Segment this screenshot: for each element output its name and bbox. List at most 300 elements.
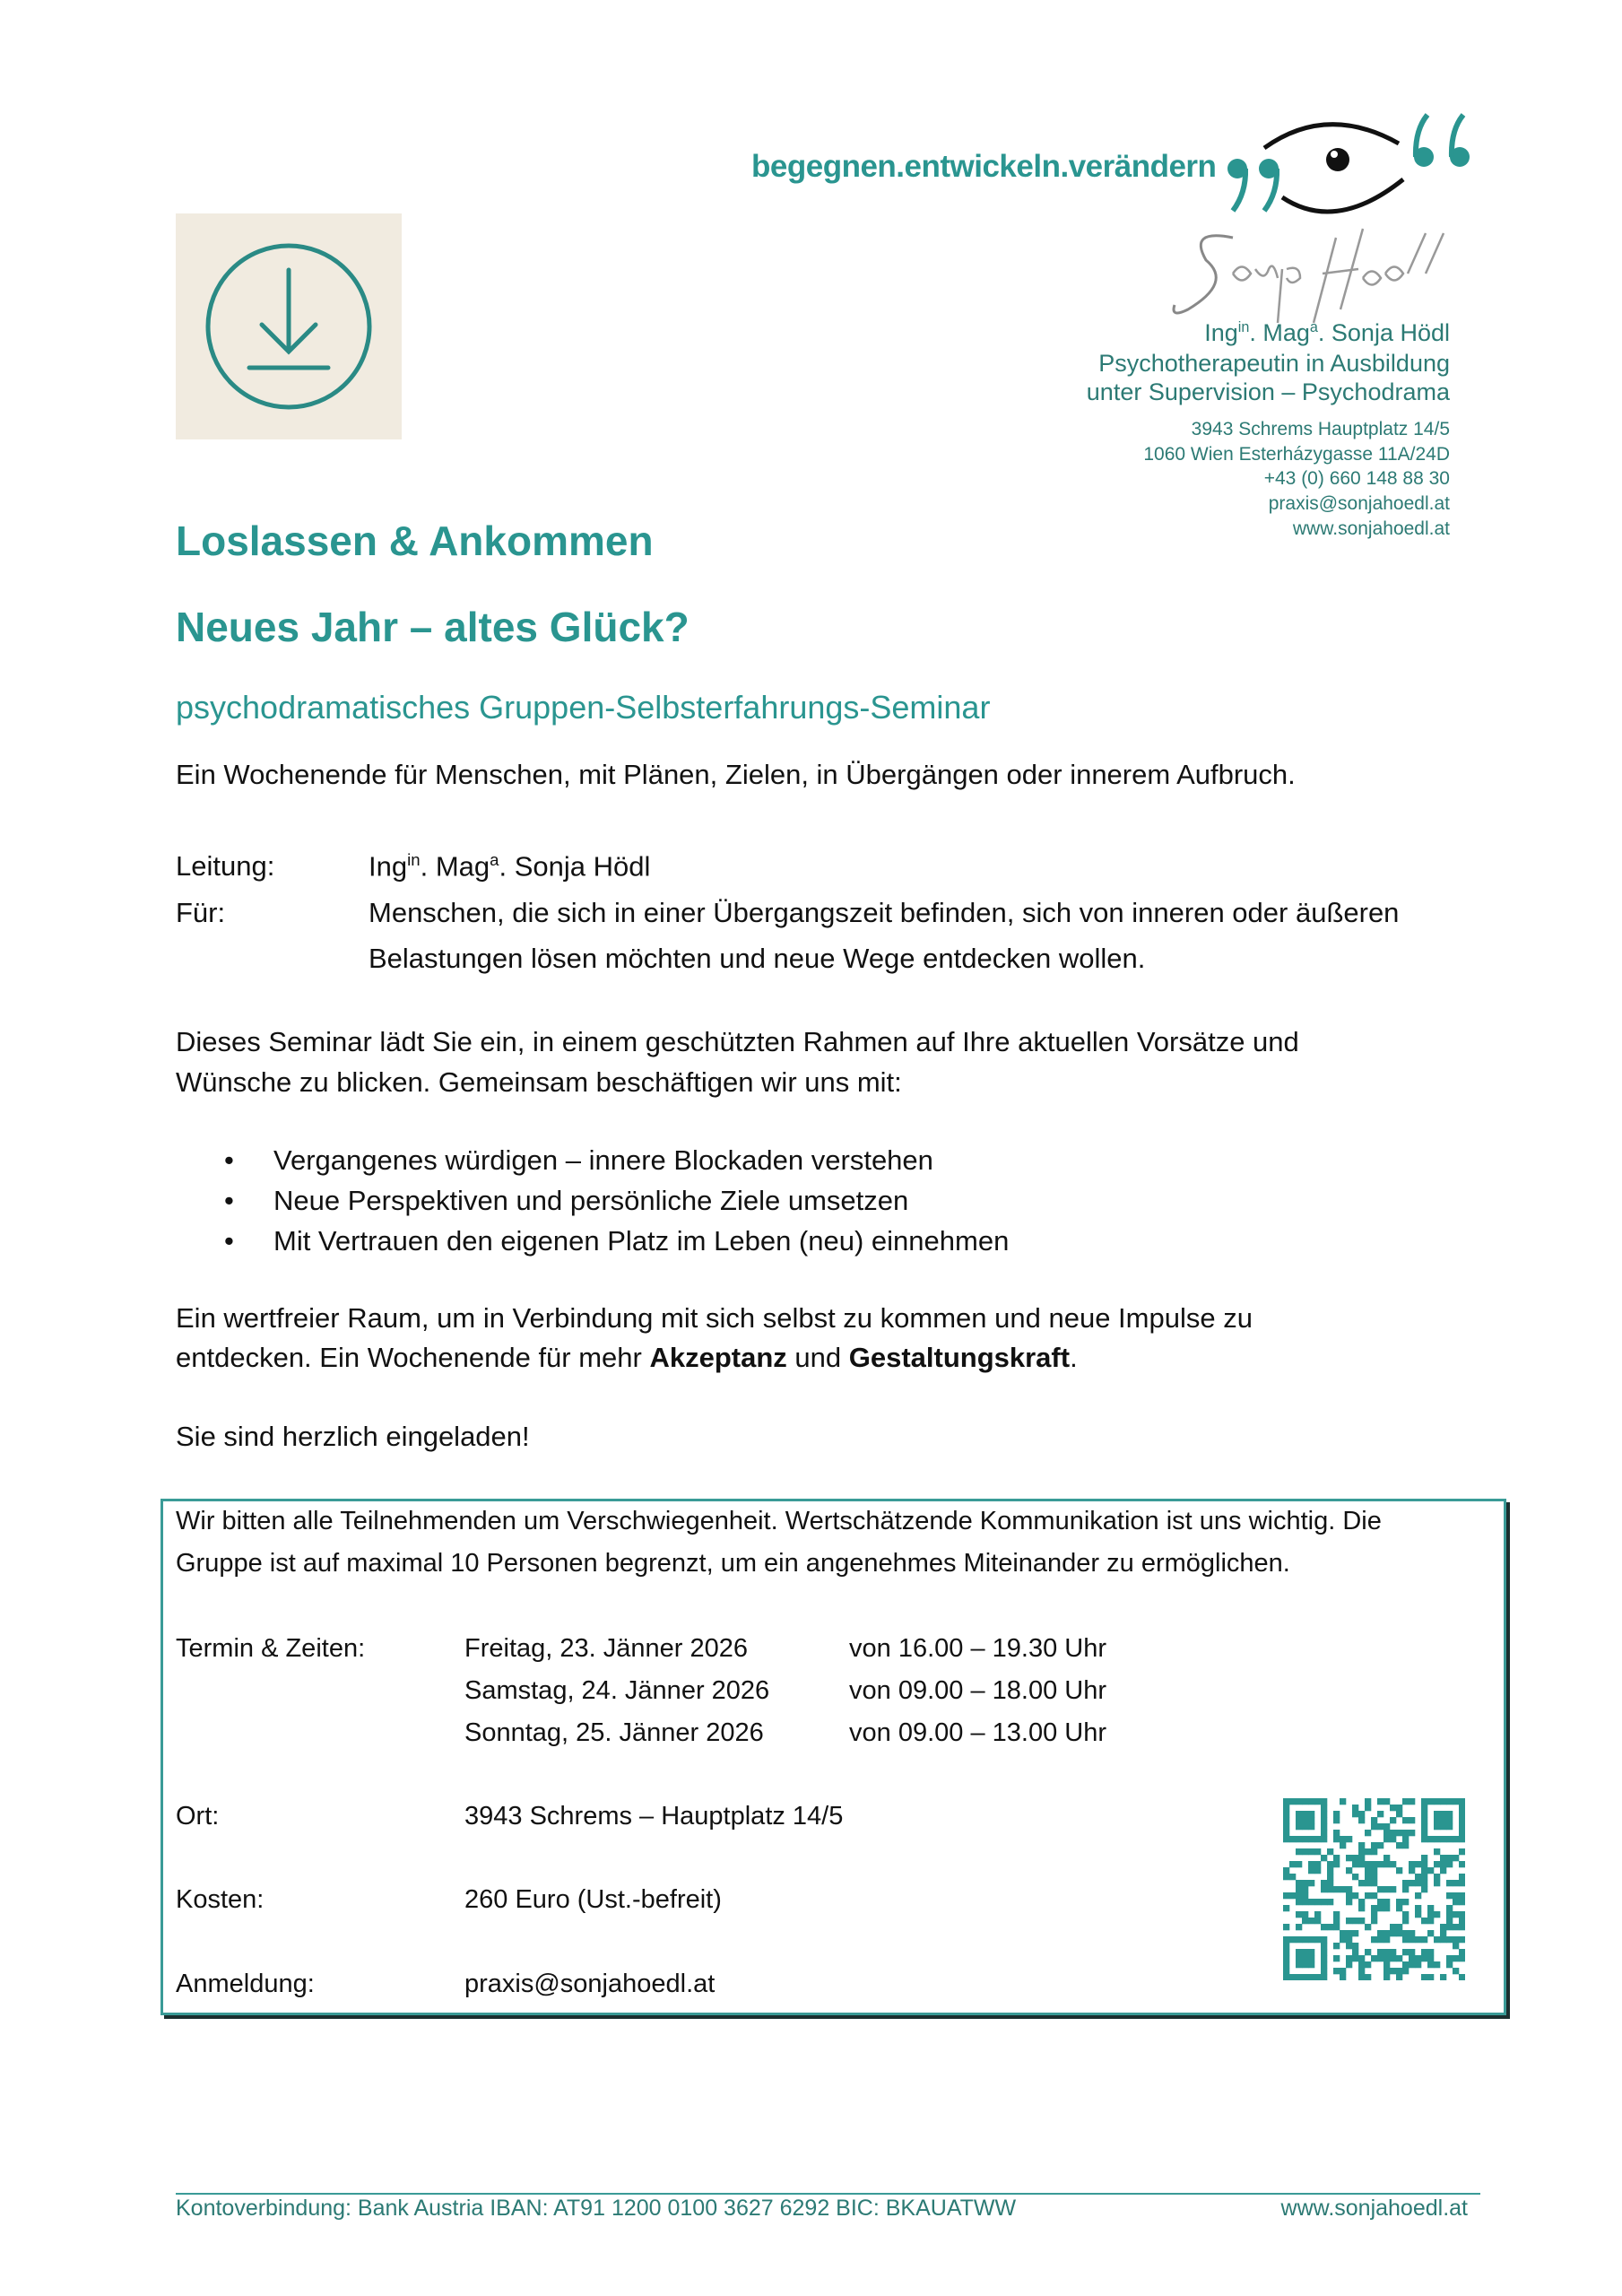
qr-module (1402, 1911, 1409, 1918)
qr-module (1434, 1936, 1440, 1943)
qr-module (1402, 1968, 1409, 1974)
qr-module (1321, 1899, 1327, 1905)
leitung-value: Ing$^{in}$. Mag$^a$. Sonja Hödl (369, 850, 651, 883)
qr-module (1383, 1949, 1390, 1955)
qr-module (1346, 1867, 1352, 1874)
qr-module (1321, 1943, 1327, 1949)
qr-module (1333, 1817, 1340, 1823)
qr-module (1402, 1842, 1409, 1848)
qr-module (1421, 1798, 1427, 1805)
qr-module (1409, 1949, 1415, 1955)
footer-divider (176, 2193, 1480, 2195)
qr-module (1446, 1936, 1453, 1943)
qr-module (1383, 1886, 1390, 1892)
qr-module (1321, 1949, 1327, 1955)
qr-module (1427, 1949, 1434, 1955)
qr-module (1434, 1836, 1440, 1842)
date-time: von 09.00 – 18.00 Uhr (849, 1676, 1106, 1705)
qr-module (1446, 1924, 1453, 1930)
qr-module (1283, 1867, 1289, 1874)
qr-module (1415, 1961, 1421, 1968)
qr-module (1390, 1924, 1396, 1930)
qr-module (1321, 1936, 1327, 1943)
qr-module (1296, 1798, 1302, 1805)
qr-module (1321, 1805, 1327, 1811)
qr-module (1383, 1905, 1390, 1911)
qr-module (1377, 1798, 1383, 1805)
qr-module (1390, 1805, 1396, 1811)
qr-module (1383, 1798, 1390, 1805)
qr-module (1321, 1924, 1327, 1930)
qr-module (1446, 1918, 1453, 1924)
qr-module (1459, 1823, 1465, 1830)
qr-module (1446, 1861, 1453, 1867)
qr-module (1459, 1811, 1465, 1817)
qr-module (1283, 1874, 1289, 1880)
qr-module (1415, 1955, 1421, 1961)
qr-module (1352, 1918, 1358, 1924)
qr-module (1446, 1817, 1453, 1823)
qr-module (1296, 1861, 1302, 1867)
qr-module (1446, 1955, 1453, 1961)
bullet-icon: • (224, 1185, 234, 1216)
qr-module (1383, 1968, 1390, 1974)
qr-module (1346, 1930, 1352, 1936)
qr-module (1321, 1974, 1327, 1980)
qr-module (1289, 1874, 1296, 1880)
qr-module (1346, 1892, 1352, 1899)
qr-module (1302, 1823, 1308, 1830)
qr-module (1459, 1817, 1465, 1823)
qr-module (1302, 1961, 1308, 1968)
qr-module (1434, 1848, 1440, 1855)
qr-module (1314, 1848, 1321, 1855)
intro-text: Ein Wochenende für Menschen, mit Plänen, Zielen, in Übergängen oder innerem Aufbruch. (176, 759, 1296, 790)
kosten-value: 260 Euro (Ust.-befreit) (464, 1885, 722, 1914)
qr-module (1459, 1880, 1465, 1886)
qr-module (1446, 1798, 1453, 1805)
qr-module (1453, 1899, 1459, 1905)
tagline: begegnen.entwickeln.verändern (751, 149, 1217, 184)
qr-module (1459, 1974, 1465, 1980)
qr-module (1296, 1811, 1302, 1817)
qr-module (1446, 1823, 1453, 1830)
qr-module (1402, 1949, 1409, 1955)
qr-module (1427, 1798, 1434, 1805)
qr-module (1321, 1955, 1327, 1961)
qr-module (1321, 1830, 1327, 1836)
qr-module (1396, 1867, 1402, 1874)
qr-module (1371, 1867, 1377, 1874)
footer-website[interactable]: www.sonjahoedl.at (1280, 2196, 1468, 2221)
qr-module (1409, 1817, 1415, 1823)
qr-module (1346, 1899, 1352, 1905)
qr-module (1415, 1874, 1421, 1880)
qr-module (1346, 1886, 1352, 1892)
qr-module (1402, 1930, 1409, 1936)
qr-module (1308, 1798, 1314, 1805)
qr-module (1296, 1949, 1302, 1955)
qr-module (1352, 1943, 1358, 1949)
qr-module (1390, 1968, 1396, 1974)
qr-module (1358, 1955, 1365, 1961)
qr-module (1371, 1842, 1377, 1848)
qr-module (1352, 1955, 1358, 1961)
qr-module (1427, 1867, 1434, 1874)
qr-module (1409, 1867, 1415, 1874)
qr-module (1371, 1880, 1377, 1886)
qr-module (1365, 1949, 1371, 1955)
qr-module (1302, 1798, 1308, 1805)
qr-module (1302, 1918, 1308, 1924)
qr-module (1446, 1905, 1453, 1911)
qr-module (1296, 1836, 1302, 1842)
qr-module (1289, 1861, 1296, 1867)
qr-module (1358, 1848, 1365, 1855)
qr-module (1409, 1830, 1415, 1836)
termin-label: Termin & Zeiten: (176, 1634, 366, 1663)
qr-module (1358, 1811, 1365, 1817)
qr-module (1390, 1836, 1396, 1842)
qr-module (1459, 1805, 1465, 1811)
qr-module (1459, 1899, 1465, 1905)
qr-module (1383, 1961, 1390, 1968)
qr-module (1453, 1892, 1459, 1899)
qr-module (1289, 1936, 1296, 1943)
qr-module (1402, 1836, 1409, 1842)
qr-module (1308, 1955, 1314, 1961)
qr-module (1283, 1974, 1289, 1980)
qr-module (1415, 1905, 1421, 1911)
signature-logo (1170, 220, 1466, 327)
date-time: von 16.00 – 19.30 Uhr (849, 1634, 1106, 1663)
qr-module (1434, 1817, 1440, 1823)
qr-module (1283, 1817, 1289, 1823)
qr-module (1446, 1911, 1453, 1918)
qr-module (1314, 1861, 1321, 1867)
qr-module (1421, 1936, 1427, 1943)
qr-module (1459, 1848, 1465, 1855)
qr-module (1409, 1861, 1415, 1867)
qr-module (1302, 1880, 1308, 1886)
qr-module (1409, 1930, 1415, 1936)
qr-module (1358, 1961, 1365, 1968)
qr-module (1402, 1961, 1409, 1968)
qr-module (1396, 1924, 1402, 1930)
qr-module (1371, 1892, 1377, 1899)
qr-module (1283, 1949, 1289, 1955)
qr-module (1402, 1918, 1409, 1924)
subtitle: psychodramatisches Gruppen-Selbsterfahrungs-Seminar (176, 689, 991, 726)
qr-module (1371, 1874, 1377, 1880)
qr-module (1358, 1905, 1365, 1911)
qr-module (1346, 1918, 1352, 1924)
qr-module (1308, 1817, 1314, 1823)
qr-module (1321, 1968, 1327, 1974)
qr-module (1314, 1899, 1321, 1905)
qr-module (1421, 1855, 1427, 1861)
fuer-label: Für: (176, 897, 226, 928)
qr-module (1327, 1899, 1333, 1905)
qr-module (1283, 1798, 1289, 1805)
qr-module (1459, 1861, 1465, 1867)
qr-module (1415, 1880, 1421, 1886)
qr-module (1308, 1936, 1314, 1943)
qr-module (1421, 1949, 1427, 1955)
qr-module (1402, 1817, 1409, 1823)
bullet-icon: • (224, 1225, 234, 1257)
qr-module (1453, 1911, 1459, 1918)
qr-module (1314, 1974, 1321, 1980)
qr-module (1327, 1874, 1333, 1880)
qr-module (1396, 1805, 1402, 1811)
qr-module (1396, 1968, 1402, 1974)
qr-module (1371, 1848, 1377, 1855)
qr-module (1440, 1798, 1446, 1805)
qr-module (1396, 1930, 1402, 1936)
qr-module (1314, 1798, 1321, 1805)
qr-module (1383, 1930, 1390, 1936)
qr-module (1340, 1974, 1346, 1980)
qr-module (1296, 1886, 1302, 1892)
qr-module (1308, 1974, 1314, 1980)
qr-module (1440, 1811, 1446, 1817)
qr-module (1383, 1974, 1390, 1980)
qr-module (1459, 1836, 1465, 1842)
qr-module (1421, 1836, 1427, 1842)
qr-module (1358, 1861, 1365, 1867)
note-line-2: Gruppe ist auf maximal 10 Personen begrenzt, um ein angenehmes Miteinander zu ermöglichen. (176, 1549, 1290, 1578)
qr-module (1308, 1823, 1314, 1830)
title-primary: Loslassen & Ankommen (176, 517, 654, 564)
qr-module (1346, 1836, 1352, 1842)
qr-module (1283, 1924, 1289, 1930)
qr-module (1390, 1955, 1396, 1961)
website-link[interactable]: www.sonjahoedl.at (1292, 518, 1450, 539)
qr-module (1377, 1955, 1383, 1961)
qr-module (1415, 1861, 1421, 1867)
qr-module (1421, 1867, 1427, 1874)
anmeldung-label: Anmeldung: (176, 1970, 315, 1998)
qr-module (1446, 1961, 1453, 1968)
qr-module (1365, 1924, 1371, 1930)
qr-module (1440, 1867, 1446, 1874)
qr-module (1358, 1880, 1365, 1886)
qr-module (1340, 1842, 1346, 1848)
qr-module (1383, 1855, 1390, 1861)
qr-module (1296, 1899, 1302, 1905)
qr-module (1434, 1880, 1440, 1886)
qr-module (1296, 1823, 1302, 1830)
bullet-item: Neue Perspektiven und persönliche Ziele umsetzen (273, 1185, 909, 1216)
qr-module (1402, 1830, 1409, 1836)
qr-module (1453, 1798, 1459, 1805)
qr-module (1396, 1842, 1402, 1848)
bullet-item: Vergangenes würdigen – innere Blockaden verstehen (273, 1144, 933, 1176)
qr-module (1371, 1936, 1377, 1943)
qr-module (1371, 1955, 1377, 1961)
qr-module (1289, 1974, 1296, 1980)
qr-module (1427, 1955, 1434, 1961)
qr-module (1371, 1817, 1377, 1823)
qr-module (1352, 1874, 1358, 1880)
qr-module (1296, 1961, 1302, 1968)
qr-module (1333, 1968, 1340, 1974)
qr-module (1365, 1805, 1371, 1811)
qr-module (1446, 1811, 1453, 1817)
qr-module (1421, 1874, 1427, 1880)
qr-module (1421, 1886, 1427, 1892)
email-link[interactable]: praxis@sonjahoedl.at (1268, 493, 1450, 514)
qr-module (1434, 1874, 1440, 1880)
qr-module (1440, 1823, 1446, 1830)
qr-module (1427, 1930, 1434, 1936)
qr-module (1453, 1836, 1459, 1842)
qr-module (1358, 1842, 1365, 1848)
qr-module (1453, 1924, 1459, 1930)
qr-module (1365, 1974, 1371, 1980)
qr-module (1434, 1861, 1440, 1867)
qr-module (1427, 1961, 1434, 1968)
address-schrems: 3943 Schrems Hauptplatz 14/5 (1191, 419, 1450, 439)
download-badge[interactable] (176, 213, 402, 439)
qr-module (1402, 1899, 1409, 1905)
qr-module (1283, 1943, 1289, 1949)
qr-module (1453, 1943, 1459, 1949)
role-line-2: unter Supervision – Psychodrama (1086, 378, 1450, 405)
qr-module (1308, 1836, 1314, 1842)
qr-module (1308, 1848, 1314, 1855)
qr-module (1365, 1892, 1371, 1899)
qr-module (1302, 1949, 1308, 1955)
qr-module (1446, 1892, 1453, 1899)
qr-module (1402, 1886, 1409, 1892)
qr-module (1296, 1848, 1302, 1855)
para2-line-2: entdecken. Ein Wochenende für mehr Akzeptanz und Gestaltungskraft. (176, 1342, 1078, 1373)
practitioner-name: Ing$^{in}$. Mag$^a$. Sonja Hödl (1204, 319, 1450, 346)
qr-module (1352, 1930, 1358, 1936)
qr-module (1321, 1798, 1327, 1805)
qr-module (1434, 1823, 1440, 1830)
para2-line-1: Ein wertfreier Raum, um in Verbindung mit sich selbst zu kommen und neue Impulse zu (176, 1302, 1253, 1334)
qr-module (1302, 1955, 1308, 1961)
qr-module (1421, 1974, 1427, 1980)
qr-module (1283, 1968, 1289, 1974)
qr-module (1308, 1811, 1314, 1817)
qr-module (1352, 1892, 1358, 1899)
qr-module (1402, 1798, 1409, 1805)
qr-module (1421, 1955, 1427, 1961)
qr-module (1409, 1798, 1415, 1805)
kosten-label: Kosten: (176, 1885, 265, 1914)
qr-module (1358, 1855, 1365, 1861)
qr-module (1296, 1974, 1302, 1980)
qr-module (1308, 1961, 1314, 1968)
qr-module (1365, 1848, 1371, 1855)
qr-module (1296, 1892, 1302, 1899)
qr-module (1459, 1798, 1465, 1805)
qr-module (1365, 1861, 1371, 1867)
qr-module (1296, 1911, 1302, 1918)
qr-module (1327, 1861, 1333, 1867)
qr-module (1415, 1892, 1421, 1899)
qr-module (1440, 1930, 1446, 1936)
anmeldung-email[interactable]: praxis@sonjahoedl.at (464, 1970, 716, 1998)
qr-module (1308, 1861, 1314, 1867)
qr-module (1434, 1911, 1440, 1918)
qr-module (1383, 1936, 1390, 1943)
qr-module (1371, 1823, 1377, 1830)
qr-module (1365, 1830, 1371, 1836)
qr-module (1427, 1918, 1434, 1924)
qr-module (1346, 1936, 1352, 1943)
qr-module (1321, 1811, 1327, 1817)
qr-module (1283, 1836, 1289, 1842)
qr-module (1365, 1798, 1371, 1805)
qr-module (1459, 1949, 1465, 1955)
bank-details: Kontoverbindung: Bank Austria IBAN: AT91 1200 0100 3627 6292 BIC: BKAUATWW (176, 2196, 1017, 2221)
qr-module (1396, 1974, 1402, 1980)
qr-module (1421, 1880, 1427, 1886)
qr-module (1377, 1899, 1383, 1905)
date-time: von 09.00 – 13.00 Uhr (849, 1718, 1106, 1747)
qr-module (1283, 1892, 1289, 1899)
qr-module (1333, 1811, 1340, 1817)
qr-module (1421, 1805, 1427, 1811)
qr-module (1321, 1961, 1327, 1968)
qr-module (1390, 1886, 1396, 1892)
fuer-line-2: Belastungen lösen möchten und neue Wege entdecken wollen. (369, 943, 1146, 974)
qr-module (1302, 1848, 1308, 1855)
qr-module (1308, 1867, 1314, 1874)
qr-module (1459, 1874, 1465, 1880)
leitung-label: Leitung: (176, 850, 275, 882)
qr-module (1321, 1836, 1327, 1842)
qr-module (1283, 1955, 1289, 1961)
qr-module (1302, 1911, 1308, 1918)
qr-module (1302, 1817, 1308, 1823)
qr-module (1346, 1961, 1352, 1968)
qr-module (1327, 1886, 1333, 1892)
note-line-1: Wir bitten alle Teilnehmenden um Verschwiegenheit. Wertschätzende Kommunikation ist uns wichtig. Die (176, 1507, 1382, 1535)
qr-module (1296, 1924, 1302, 1930)
qr-module (1453, 1880, 1459, 1886)
qr-module (1321, 1880, 1327, 1886)
qr-module (1302, 1899, 1308, 1905)
qr-module (1358, 1817, 1365, 1823)
qr-module (1296, 1936, 1302, 1943)
qr-module (1446, 1855, 1453, 1861)
invitation: Sie sind herzlich eingeladen! (176, 1421, 530, 1452)
bullet-icon: • (224, 1144, 234, 1176)
qr-module (1453, 1968, 1459, 1974)
qr-module (1283, 1830, 1289, 1836)
qr-module (1308, 1880, 1314, 1886)
qr-module (1283, 1905, 1289, 1911)
title-secondary: Neues Jahr – altes Glück? (176, 604, 690, 650)
qr-module (1383, 1899, 1390, 1905)
qr-module (1302, 1886, 1308, 1892)
qr-module (1459, 1911, 1465, 1918)
qr-module (1421, 1861, 1427, 1867)
qr-code[interactable] (1283, 1798, 1465, 1980)
qr-module (1427, 1905, 1434, 1911)
qr-module (1314, 1836, 1321, 1842)
qr-module (1402, 1936, 1409, 1943)
qr-module (1434, 1811, 1440, 1817)
qr-module (1390, 1949, 1396, 1955)
qr-module (1296, 1955, 1302, 1961)
